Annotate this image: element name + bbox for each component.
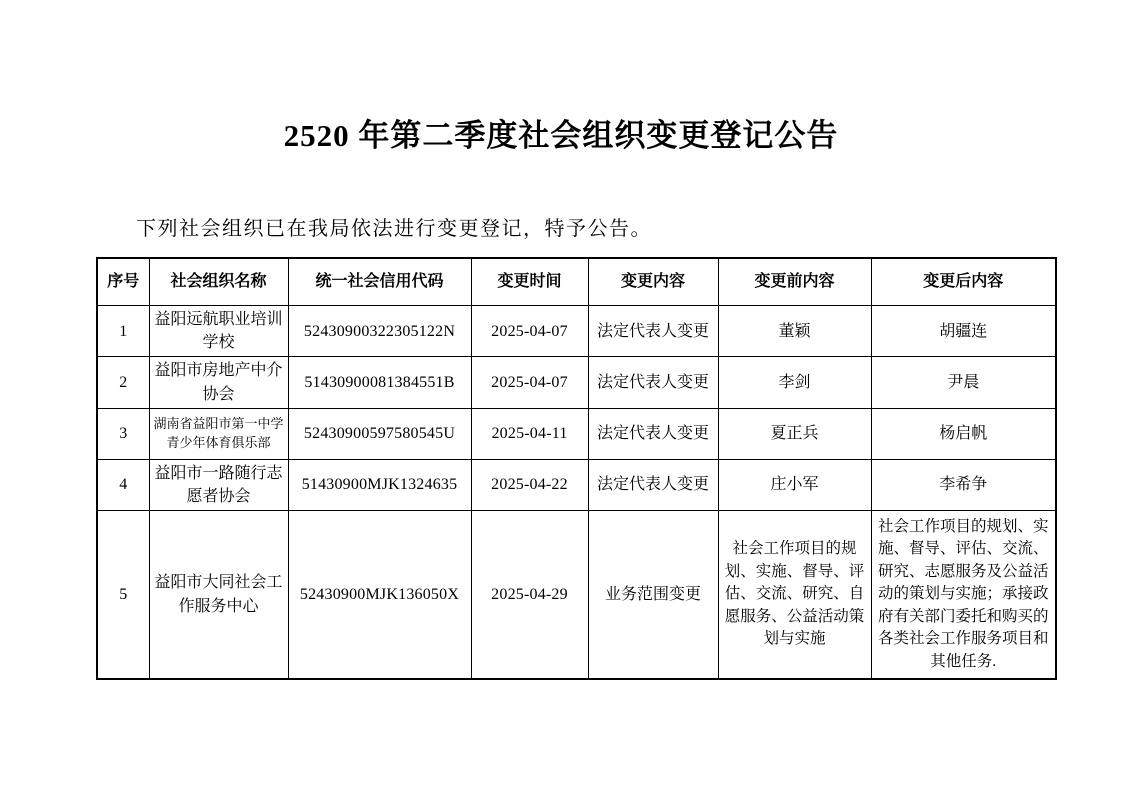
after-cell: 李希争 (871, 459, 1056, 510)
change-date-cell: 2025-04-22 (471, 459, 588, 510)
org-name-cell: 益阳市大同社会工作服务中心 (149, 511, 288, 680)
org-name-cell: 益阳远航职业培训学校 (149, 306, 288, 357)
change-date-cell: 2025-04-11 (471, 408, 588, 459)
change-type-cell: 法定代表人变更 (588, 357, 718, 408)
seq-cell: 1 (97, 306, 149, 357)
org-name-cell: 益阳市一路随行志愿者协会 (149, 459, 288, 510)
table-row (97, 511, 1056, 680)
table-row (97, 357, 1056, 408)
credit-code-cell: 52430900322305122N (288, 306, 471, 357)
after-cell: 尹晨 (871, 357, 1056, 408)
before-cell: 李剑 (718, 357, 871, 408)
header-change-type: 变更内容 (588, 258, 718, 306)
header-before-content: 变更前内容 (718, 258, 871, 306)
table-row (97, 408, 1056, 459)
change-date-cell: 2025-04-07 (471, 357, 588, 408)
after-cell: 社会工作项目的规划、实施、督导、评估、交流、研究、志愿服务及公益活动的策划与实施；承接政府有关部门委托和购买的各类社会工作服务项目和其他任务. (871, 511, 1056, 680)
credit-code-cell: 52430900597580545U (288, 408, 471, 459)
seq-cell: 3 (97, 408, 149, 459)
change-registration-table (96, 257, 1057, 680)
header-after-content: 变更后内容 (871, 258, 1056, 306)
after-cell: 杨启帆 (871, 408, 1056, 459)
after-cell: 胡疆连 (871, 306, 1056, 357)
change-type-cell: 法定代表人变更 (588, 408, 718, 459)
credit-code-cell: 51430900MJK1324635 (288, 459, 471, 510)
header-change-date: 变更时间 (471, 258, 588, 306)
table-row (97, 459, 1056, 510)
header-seq: 序号 (97, 258, 149, 306)
org-name-cell: 湖南省益阳市第一中学青少年体育俱乐部 (149, 408, 288, 459)
header-credit-code: 统一社会信用代码 (288, 258, 471, 306)
credit-code-cell: 51430900081384551B (288, 357, 471, 408)
before-cell: 庄小军 (718, 459, 871, 510)
change-type-cell: 业务范围变更 (588, 511, 718, 680)
org-name-cell: 益阳市房地产中介协会 (149, 357, 288, 408)
credit-code-cell: 52430900MJK136050X (288, 511, 471, 680)
change-date-cell: 2025-04-29 (471, 511, 588, 680)
seq-cell: 5 (97, 511, 149, 680)
before-cell: 董颖 (718, 306, 871, 357)
table-row (97, 306, 1056, 357)
table-header-row (97, 258, 1056, 306)
intro-paragraph: 下列社会组织已在我局依法进行变更登记，特予公告。 (136, 218, 652, 240)
header-org-name: 社会组织名称 (149, 258, 288, 306)
seq-cell: 2 (97, 357, 149, 408)
page-title: 2520 年第二季度社会组织变更登记公告 (283, 118, 839, 153)
before-cell: 社会工作项目的规划、实施、督导、评估、交流、研究、自愿服务、公益活动策划与实施 (718, 511, 871, 680)
before-cell: 夏正兵 (718, 408, 871, 459)
change-date-cell: 2025-04-07 (471, 306, 588, 357)
change-type-cell: 法定代表人变更 (588, 459, 718, 510)
seq-cell: 4 (97, 459, 149, 510)
change-type-cell: 法定代表人变更 (588, 306, 718, 357)
